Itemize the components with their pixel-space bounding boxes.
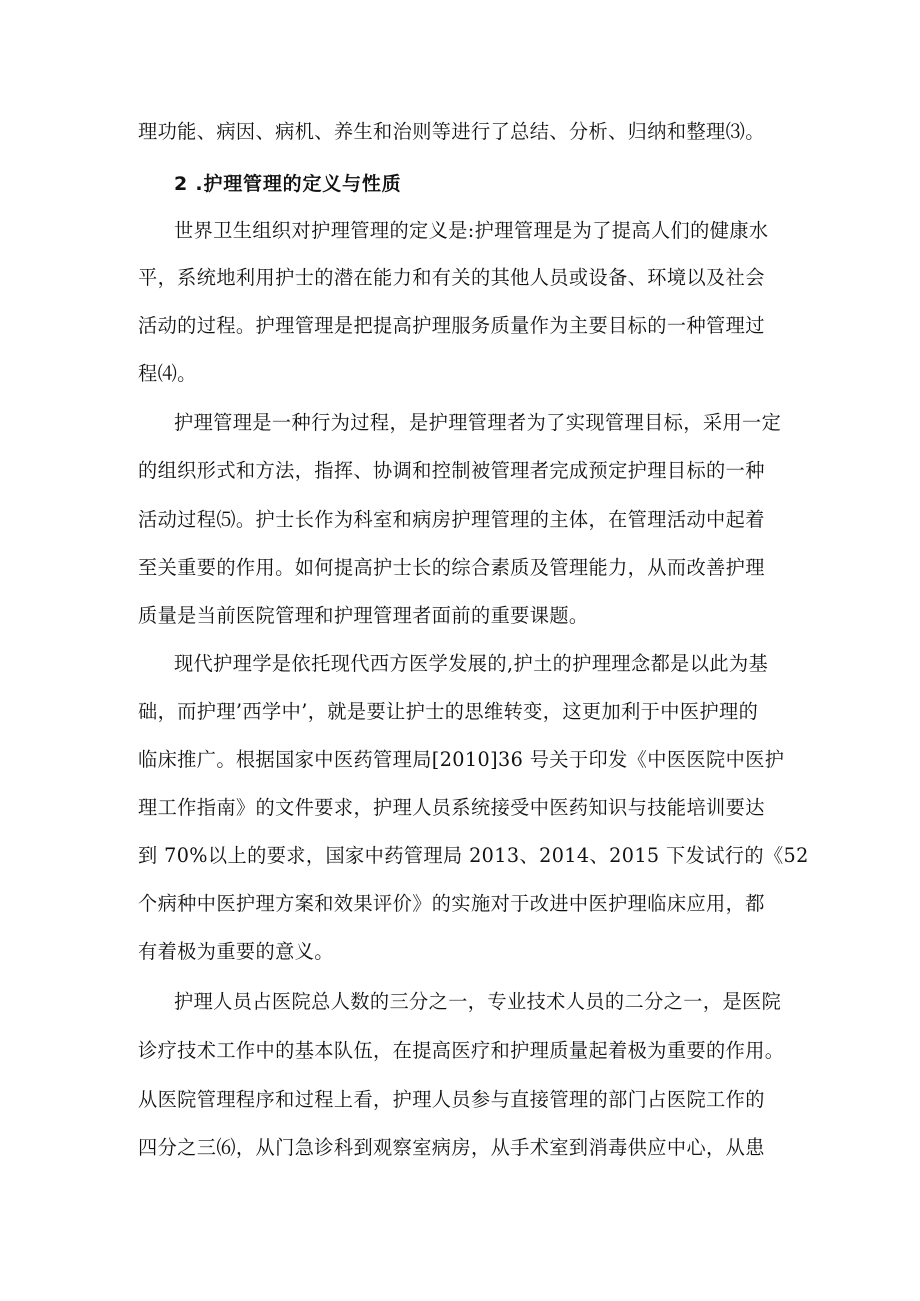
text-line: 程⑷。: [138, 362, 197, 385]
text-line: 活动过程⑸。护士长作为科室和病房护理管理的主体，在管理活动中起着: [138, 508, 765, 531]
text-line: 到 70%以上的要求，国家中药管理局 2013、2014、2015 下发试行的《52: [138, 844, 809, 867]
text-line: 理功能、病因、病机、养生和治则等进行了总结、分析、归纳和整理⑶。: [138, 120, 765, 143]
text-line: 护理人员占医院总人数的三分之一，专业技术人员的二分之一，是医院: [174, 990, 782, 1013]
text-line: 质量是当前医院管理和护理管理者面前的重要课题。: [138, 604, 589, 627]
text-line: 从医院管理程序和过程上看，护理人员参与直接管理的部门占医院工作的: [138, 1088, 765, 1111]
text-line: 世界卫生组织对护理管理的定义是:护理管理是为了提高人们的健康水: [174, 219, 769, 242]
section-heading: 2 .护理管理的定义与性质: [174, 173, 402, 195]
text-line: 现代护理学是依托现代西方医学发展的,护土的护理理念都是以此为基: [174, 652, 769, 675]
text-line: 至关重要的作用。如何提高护士长的综合素质及管理能力，从而改善护理: [138, 556, 765, 579]
text-line: 的组织形式和方法，指挥、协调和控制被管理者完成预定护理目标的一种: [138, 459, 765, 482]
text-line: 平，系统地利用护士的潜在能力和有关的其他人员或设备、环境以及社会: [138, 266, 765, 289]
text-line: 诊疗技术工作中的基本队伍，在提高医疗和护理质量起着极为重要的作用。: [138, 1039, 785, 1062]
text-line: 护理管理是一种行为过程，是护理管理者为了实现管理目标，采用一定: [174, 411, 782, 434]
text-line: 活动的过程。护理管理是把提高护理服务质量作为主要目标的一种管理过: [138, 314, 765, 337]
text-line: 有着极为重要的意义。: [138, 940, 334, 963]
text-line: 四分之三⑹，从门急诊科到观察室病房，从手术室到消毒供应中心，从患: [138, 1136, 765, 1159]
text-line: 理工作指南》的文件要求，护理人员系统接受中医药知识与技能培训要达: [138, 796, 765, 819]
text-line: 础，而护理’西学中’，就是要让护士的思维转变，这更加利于中医护理的: [138, 700, 759, 723]
text-line: 临床推广。根据国家中医药管理局[2010]36 号关于印发《中医医院中医护: [138, 748, 785, 771]
text-line: 个病种中医护理方案和效果评价》的实施对于改进中医护理临床应用，都: [138, 892, 765, 915]
